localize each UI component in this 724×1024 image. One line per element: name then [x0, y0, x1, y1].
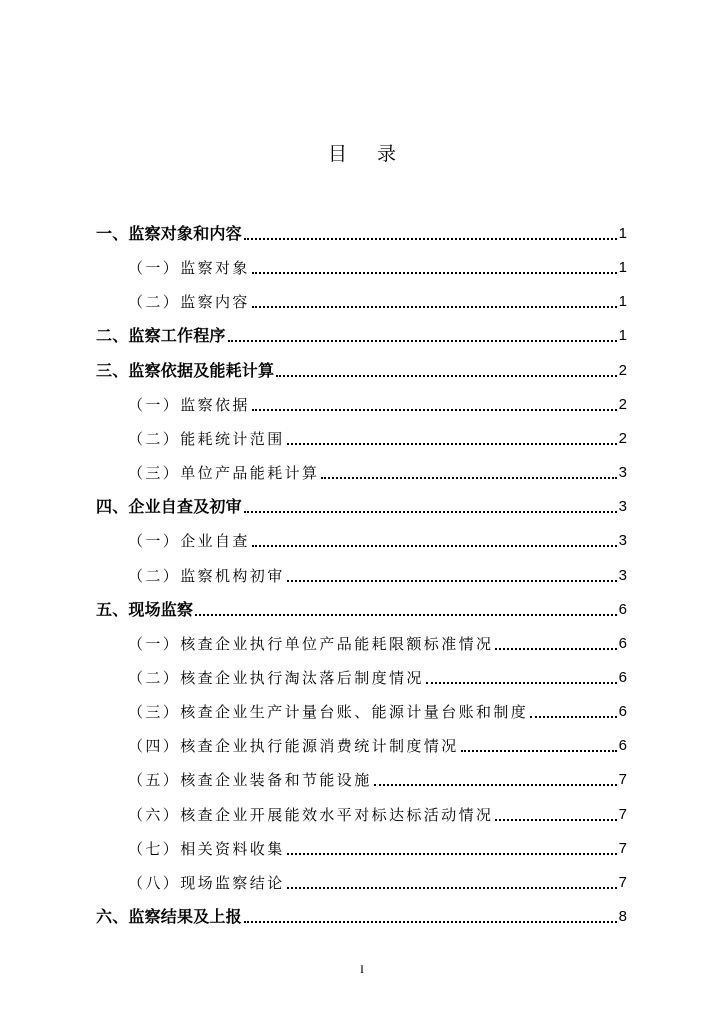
toc-dot-leader	[195, 614, 616, 616]
toc-entry-label: 三、监察依据及能耗计算	[96, 360, 275, 380]
toc-entry-label: （八）现场监察结论	[128, 873, 285, 892]
toc-dot-leader	[495, 819, 616, 821]
toc-entry[interactable]	[128, 425, 627, 451]
toc-entry-page-number: 6	[618, 600, 627, 618]
toc-entry-page-number: 6	[618, 634, 627, 652]
toc-entry-page-number: 2	[618, 361, 627, 379]
toc-entry[interactable]	[96, 493, 627, 519]
toc-dot-leader	[244, 511, 617, 513]
toc-entry-page-number: 2	[618, 395, 627, 413]
toc-entry[interactable]	[96, 357, 627, 383]
toc-entry[interactable]	[128, 869, 627, 895]
toc-dot-leader	[287, 887, 617, 889]
toc-entry[interactable]	[128, 732, 627, 758]
toc-dot-leader	[374, 784, 617, 786]
toc-entry-page-number: 7	[618, 873, 627, 891]
toc-entry-label: 二、监察工作程序	[96, 326, 226, 346]
toc-entry[interactable]	[96, 903, 627, 929]
toc-entry-page-number: 3	[618, 464, 627, 481]
toc-entry[interactable]	[128, 562, 627, 588]
toc-entry-page-number: 7	[618, 771, 627, 789]
toc-dot-leader	[252, 409, 617, 411]
toc-entry-page-number: 3	[618, 566, 627, 584]
toc-dot-leader	[287, 853, 617, 855]
toc-entry[interactable]	[128, 459, 627, 485]
toc-entry-page-number: 7	[618, 805, 627, 823]
toc-entry-page-number: 1	[618, 225, 627, 242]
toc-dot-leader	[252, 272, 617, 274]
toc-entry-label: （三）核查企业生产计量台账、能源计量台账和制度	[128, 703, 529, 722]
toc-dot-leader	[426, 682, 617, 684]
toc-entry-label: （二）核查企业执行淘汰落后制度情况	[128, 669, 424, 687]
toc-entry-label: 一、监察对象和内容	[96, 224, 242, 243]
toc-entry-page-number: 2	[618, 429, 627, 447]
toc-entry-page-number: 1	[618, 293, 627, 311]
toc-dot-leader	[244, 238, 617, 240]
toc-title-first-char: 目	[327, 143, 347, 165]
toc-dot-leader	[321, 477, 616, 479]
toc-entry[interactable]	[128, 835, 627, 861]
toc-entry-label: 五、现场监察	[96, 599, 194, 619]
toc-entry[interactable]	[96, 322, 627, 348]
toc-entry-page-number: 1	[618, 259, 627, 277]
toc-entry[interactable]	[96, 596, 627, 622]
toc-entry-label: （二）监察内容	[128, 293, 250, 312]
toc-entry-page-number: 6	[618, 703, 627, 721]
toc-entry-label: （七）相关资料收集	[128, 839, 285, 858]
toc-entry-label: （四）核查企业执行能源消费统计制度情况	[128, 737, 459, 756]
toc-entry-label: （一）企业自查	[128, 532, 250, 551]
toc-entry[interactable]	[128, 527, 627, 553]
toc-entry-label: （一）监察依据	[128, 395, 250, 414]
toc-entry-page-number: 3	[618, 498, 627, 516]
toc-entry-page-number: 7	[618, 839, 627, 857]
toc-title-second-char: 录	[377, 143, 397, 165]
toc-entry[interactable]	[128, 801, 627, 827]
toc-entry-label: （五）核查企业装备和节能设施	[128, 771, 372, 790]
toc-dot-leader	[276, 375, 616, 377]
toc-dot-leader	[287, 443, 617, 445]
toc-entry-page-number: 6	[618, 669, 627, 686]
toc-entry[interactable]	[128, 254, 627, 280]
toc-entry-label: 六、监察结果及上报	[96, 907, 242, 926]
toc-entry-label: （一）监察对象	[128, 259, 250, 278]
toc-dot-leader	[495, 648, 616, 650]
toc-entry-label: （三）单位产品能耗计算	[128, 464, 320, 482]
toc-entry[interactable]	[128, 288, 627, 314]
toc-dot-leader	[287, 580, 617, 582]
toc-entry-label: 四、企业自查及初审	[96, 497, 242, 517]
toc-dot-leader	[530, 716, 616, 718]
toc-entry-page-number: 1	[618, 327, 627, 345]
toc-entry[interactable]	[128, 664, 627, 690]
toc-entry[interactable]	[96, 220, 627, 246]
toc-dot-leader	[461, 750, 617, 752]
toc-entry-page-number: 3	[618, 532, 627, 550]
toc-dot-leader	[252, 545, 617, 547]
toc-entry[interactable]	[128, 698, 627, 724]
toc-entry[interactable]	[128, 391, 627, 417]
toc-entry-label: （二）监察机构初审	[128, 566, 285, 585]
toc-entry-label: （二）能耗统计范围	[128, 429, 285, 448]
toc-dot-leader	[244, 921, 617, 923]
toc-entry-page-number: 8	[618, 908, 627, 925]
footer-page-number: I	[360, 962, 364, 976]
toc-entry[interactable]	[128, 630, 627, 656]
toc-dot-leader	[252, 306, 617, 308]
toc-entry-label: （六）核查企业开展能效水平对标达标活动情况	[128, 805, 494, 824]
toc-entry-page-number: 6	[618, 737, 627, 755]
toc-dot-leader	[228, 340, 617, 342]
toc-entry[interactable]	[128, 766, 627, 792]
toc-entry-label: （一）核查企业执行单位产品能耗限额标准情况	[128, 634, 494, 653]
